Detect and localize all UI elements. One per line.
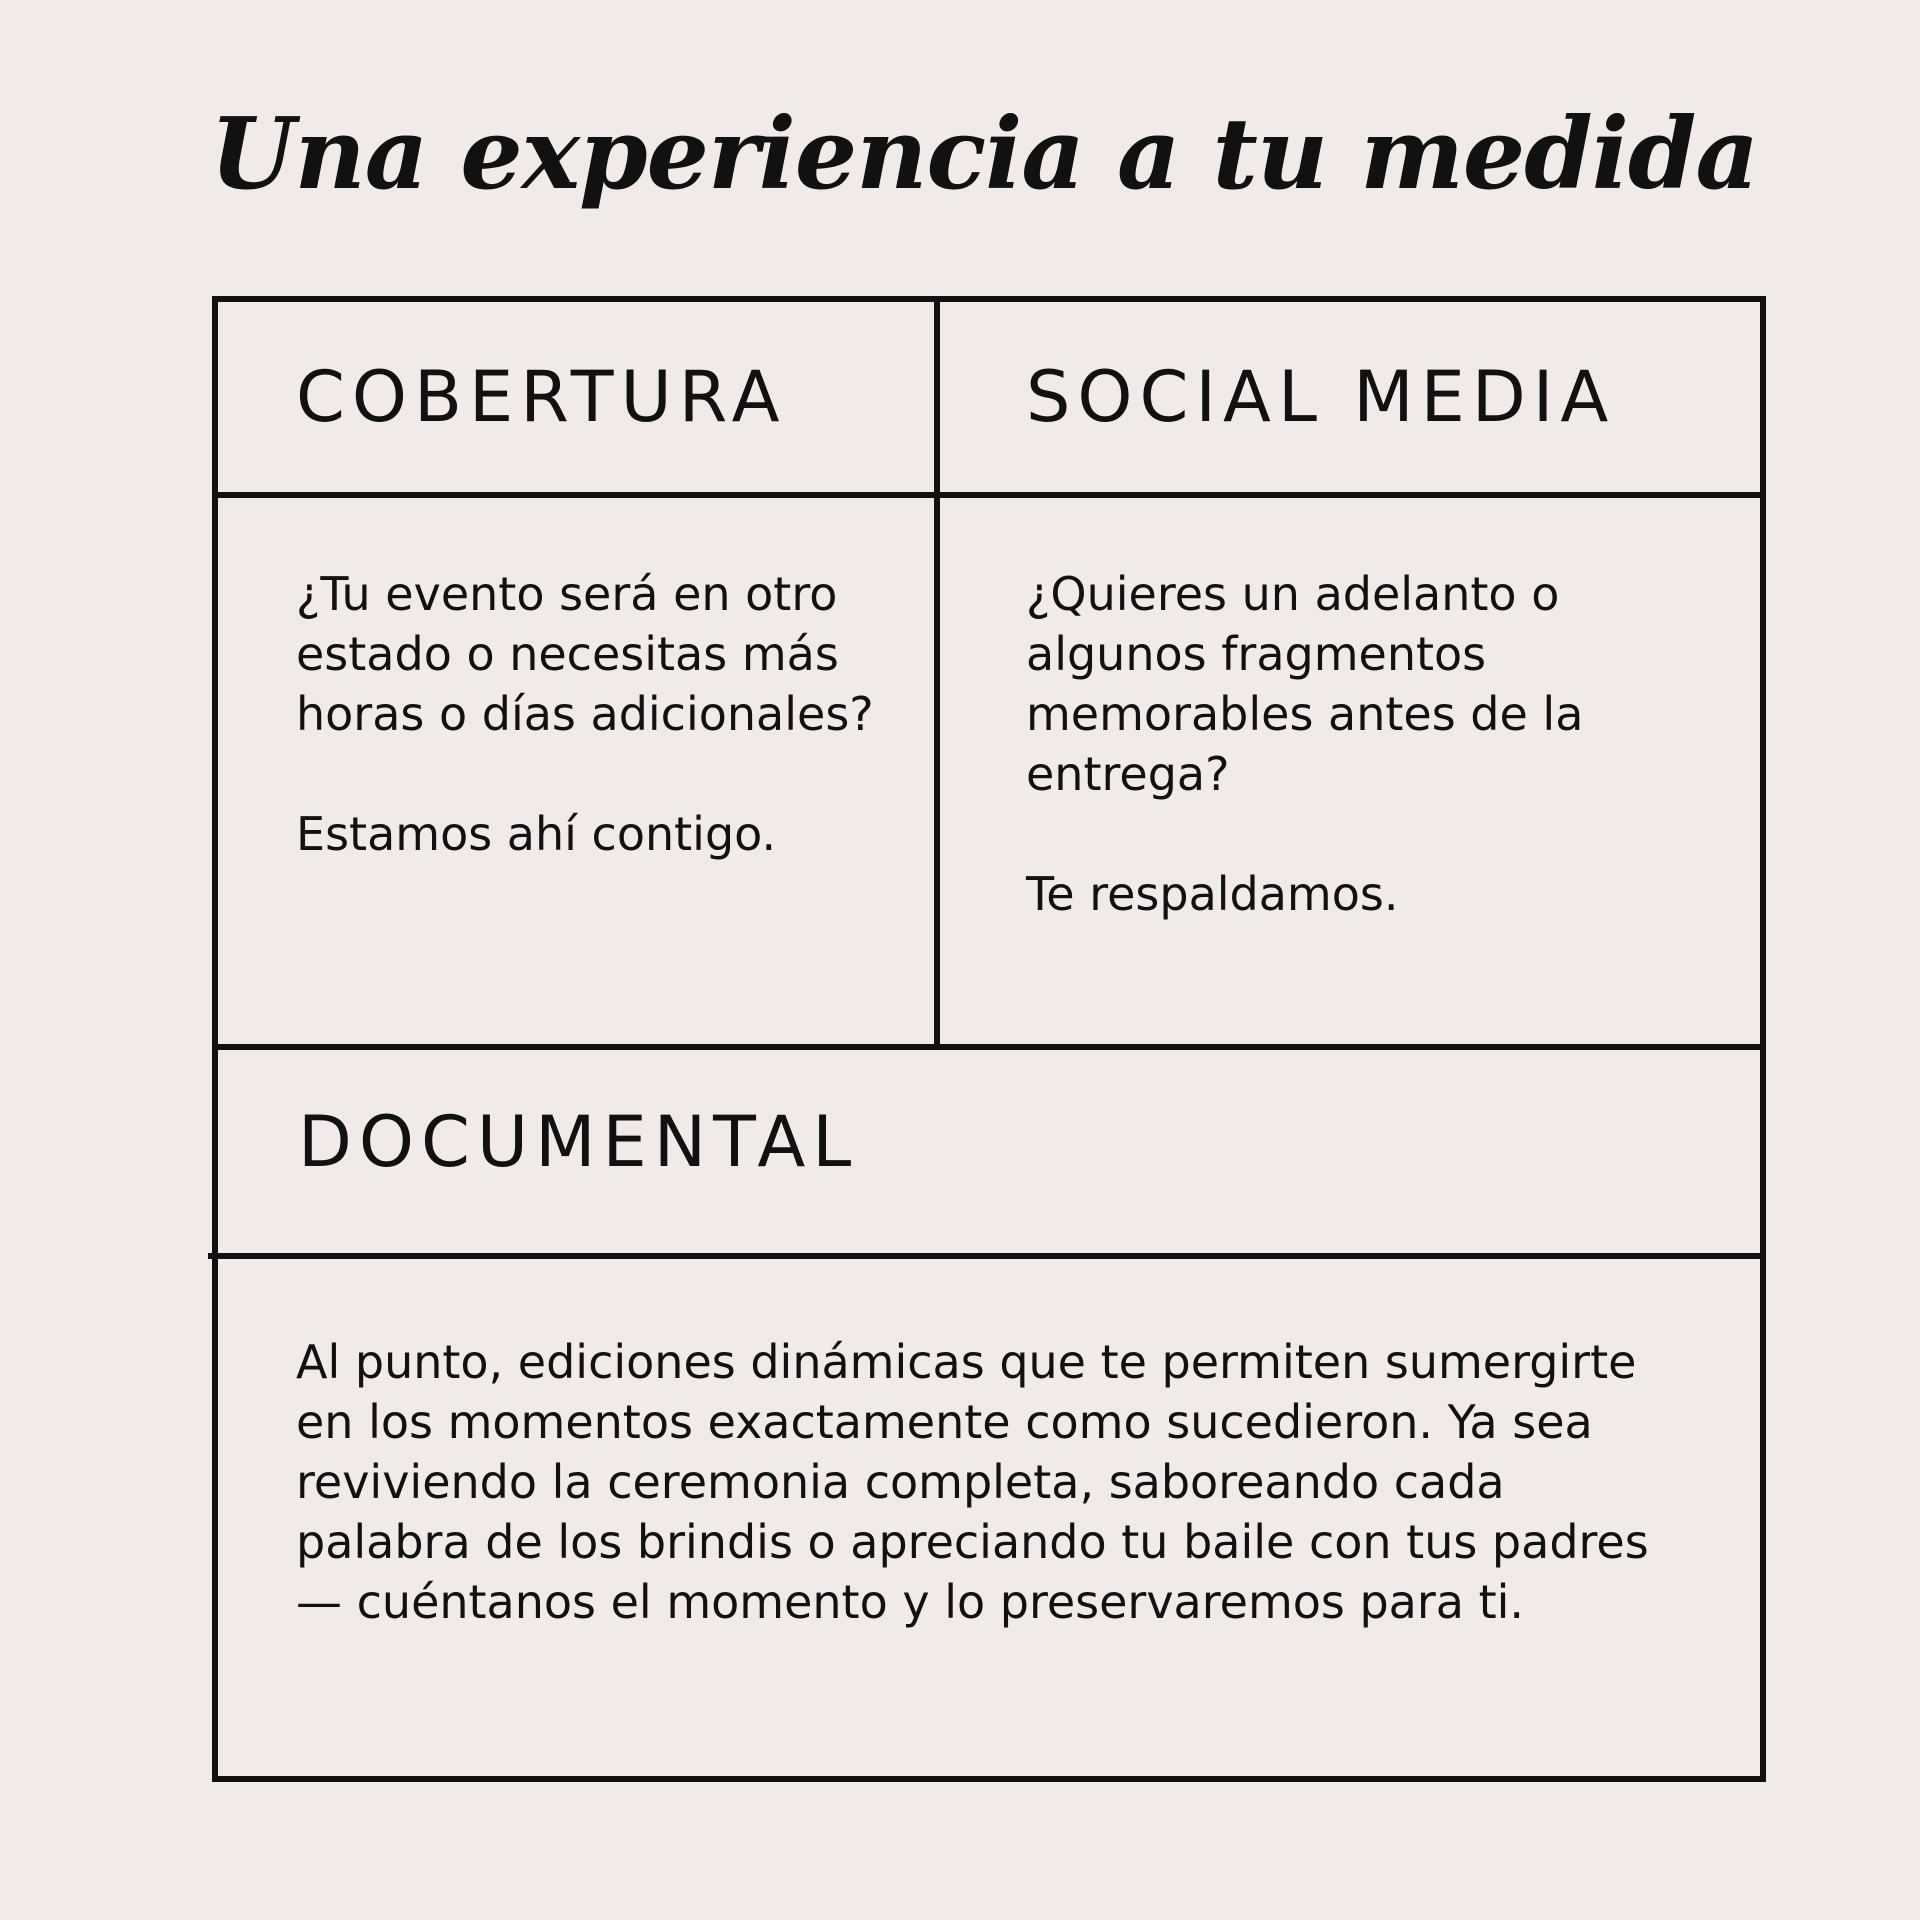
cobertura-question: ¿Tu evento será en otro estado o necesitas más horas o días adicionales?: [296, 567, 874, 741]
services-grid: [212, 296, 1766, 1782]
social-media-question: ¿Quieres un adelanto o algunos fragmentos memorables antes de la entrega?: [1026, 567, 1584, 801]
cobertura-heading: COBERTURA: [296, 356, 787, 438]
divider-horizontal-lower: [208, 1253, 1760, 1259]
social-media-body: [1026, 564, 1611, 924]
social-media-answer: Te respaldamos.: [1026, 867, 1399, 921]
divider-horizontal-middle: [218, 1044, 1760, 1050]
documental-description: Al punto, ediciones dinámicas que te permiten sumergirte en los momentos exactamente como sucedieron. Ya sea reviviendo la ceremonia completa, saboreando cada palabra de los brindis o apreciando tu baile con tus padres — cuéntanos el momento y lo preservaremos para ti.: [296, 1335, 1649, 1629]
page-title: Una experiencia a tu medida: [210, 97, 1759, 212]
documental-body: [296, 1332, 1656, 1632]
cobertura-answer: Estamos ahí contigo.: [296, 807, 777, 861]
divider-horizontal-top: [218, 492, 1760, 498]
divider-vertical: [934, 302, 940, 1050]
cobertura-body: [296, 564, 896, 864]
social-media-heading: SOCIAL MEDIA: [1026, 356, 1616, 438]
documental-heading: DOCUMENTAL: [298, 1101, 859, 1183]
